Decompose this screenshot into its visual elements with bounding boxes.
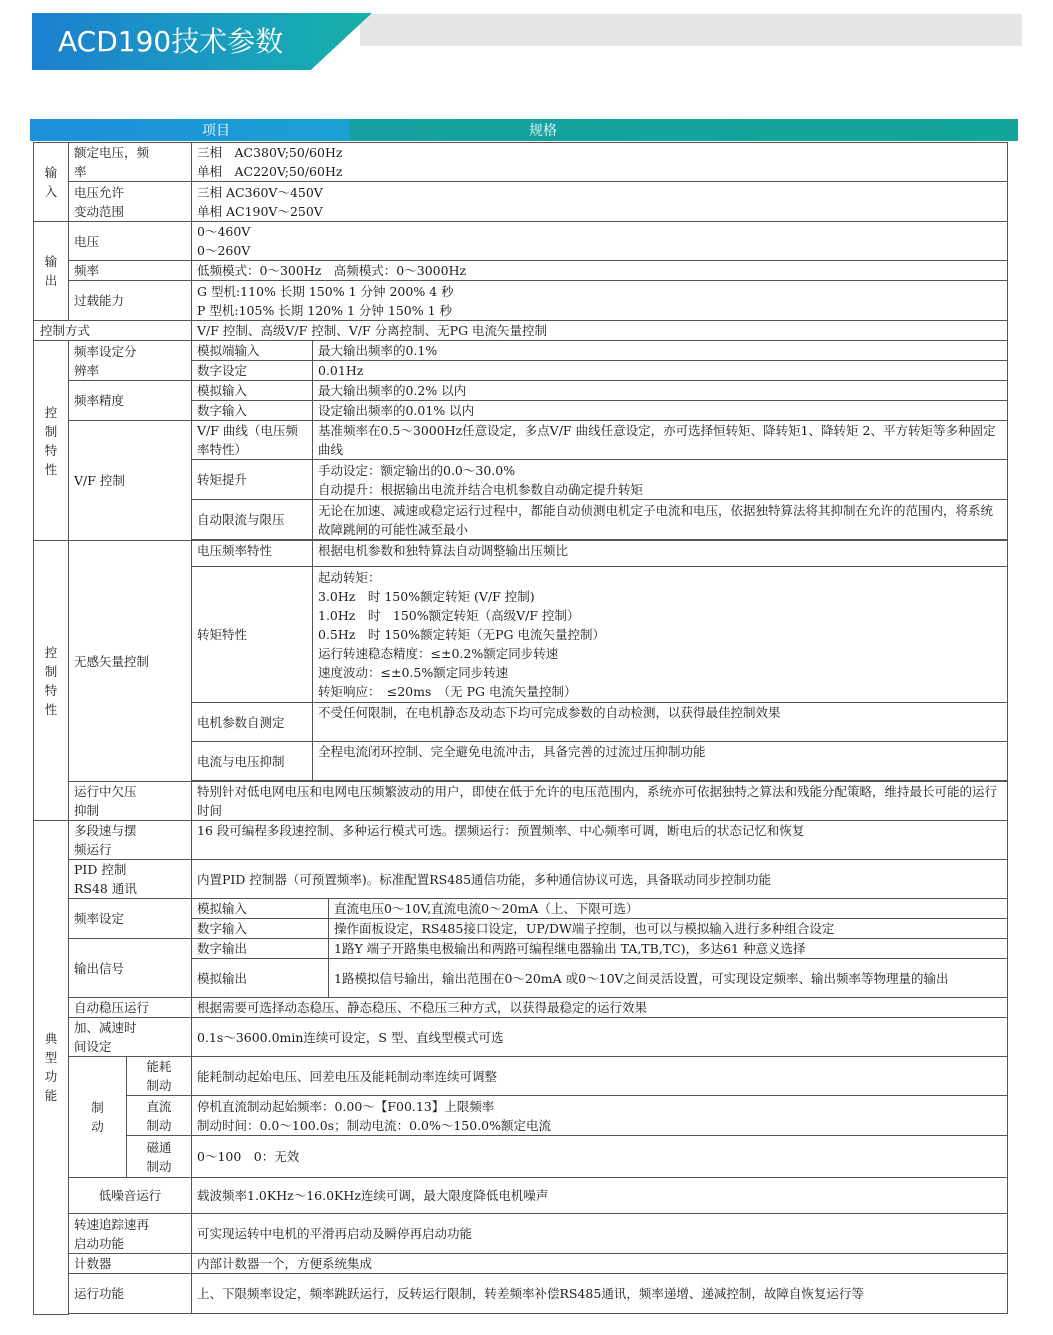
freq-setting-digital-value: 操作面板设定，RS485接口设定，UP/DW端子控制，也可以与模拟输入进行多种组合设定 <box>329 919 1008 939</box>
dc-braking-label: 直流制动 <box>127 1096 192 1136</box>
speed-tracking-label: 转速追踪速再启动功能 <box>69 1214 192 1254</box>
acc-dec-label: 加、减速时间设定 <box>69 1018 192 1057</box>
input-rated-voltage-label: 额定电压，频率 <box>69 143 192 182</box>
input-voltage-range-value: 三相 AC360V～450V 单相 AC190V～250V <box>192 182 1008 222</box>
spec-table <box>33 142 1008 1315</box>
vf-characteristic-value: 根据电机参数和独特算法自动调整输出压频比 <box>313 541 1008 567</box>
sensorless-vector-label: 无感矢量控制 <box>69 541 192 782</box>
analog-output-value: 1路模拟信号输出，输出范围在0～20mA 或0～10V之间灵活设置，可实现设定频率、输出频率等物理量的输出 <box>329 959 1008 998</box>
input-rated-voltage-value: 三相 AC380V;50/60Hz 单相 AC220V;50/60Hz <box>192 143 1008 182</box>
output-frequency-value: 低频模式：0～300Hz 高频模式：0～3000Hz <box>192 261 1008 281</box>
output-frequency-label: 频率 <box>69 261 192 281</box>
control-mode-value: V/F 控制、高级V/F 控制、V/F 分离控制、无PG 电流矢量控制 <box>192 321 1008 341</box>
output-voltage-label: 电压 <box>69 222 192 261</box>
category-control-2: 控制特性 <box>34 541 69 821</box>
page-title: ACD190技术参数 <box>58 25 284 58</box>
header-bar-background <box>360 14 1022 46</box>
freq-resolution-analog-value: 最大输出频率的0.1% <box>313 341 1008 361</box>
auto-limit-value: 无论在加速、减速或稳定运行过程中，都能自动侦测电机定子电流和电压，依据独特算法将其抑制在允许的范围内，将系统故障跳闸的可能性减至最小 <box>313 500 1008 540</box>
low-noise-label: 低噪音运行 <box>69 1178 192 1214</box>
table-header-item: 项目 <box>202 123 230 139</box>
freq-accuracy-analog-value: 最大输出频率的0.2% 以内 <box>313 381 1008 401</box>
vf-characteristic-label: 电压频率特性 <box>192 541 313 567</box>
freq-accuracy-analog-label: 模拟输入 <box>192 381 313 401</box>
flux-braking-label: 磁通制动 <box>127 1136 192 1178</box>
freq-accuracy-label: 频率精度 <box>69 381 192 421</box>
category-typical-functions: 典型功能 <box>34 821 69 1315</box>
freq-resolution-label: 频率设定分辨率 <box>69 341 192 381</box>
counter-label: 计数器 <box>69 1254 192 1274</box>
torque-boost-value: 手动设定：额定输出的0.0～30.0% 自动提升：根据输出电流并结合电机参数自动确定提升转矩 <box>313 460 1008 500</box>
freq-setting-digital-label: 数字输入 <box>192 919 329 939</box>
table-header-item-bg <box>30 119 350 141</box>
braking-label: 制动 <box>69 1057 127 1178</box>
category-control-1: 控制特性 <box>34 341 69 541</box>
run-functions-label: 运行功能 <box>69 1274 192 1314</box>
input-voltage-range-label: 电压允许变动范围 <box>69 182 192 222</box>
flux-braking-value: 0～100 0：无效 <box>192 1136 1008 1178</box>
torque-characteristic-label: 转矩特性 <box>192 567 313 703</box>
category-output: 输出 <box>34 222 69 321</box>
freq-resolution-analog-label: 模拟端输入 <box>192 341 313 361</box>
table-header-spec: 规格 <box>529 123 557 139</box>
control-mode-label: 控制方式 <box>34 321 192 341</box>
motor-autotune-value: 不受任何限制，在电机静态及动态下均可完成参数的自动检测，以获得最佳控制效果 <box>313 703 1008 742</box>
vf-curve-label: V/F 曲线（电压频率特性） <box>192 421 313 460</box>
pid-rs485-value: 内置PID 控制器（可预置频率)。标准配置RS485通信功能，多种通信协议可选，具备联动同步控制功能 <box>192 860 1008 899</box>
output-overload-label: 过载能力 <box>69 281 192 321</box>
energy-braking-label: 能耗制动 <box>127 1057 192 1096</box>
auto-limit-label: 自动限流与限压 <box>192 500 313 540</box>
suppression-label: 电流与电压抑制 <box>192 742 313 781</box>
avr-label: 自动稳压运行 <box>69 998 192 1018</box>
output-voltage-value: 0～460V 0～260V <box>192 222 1008 261</box>
counter-value: 内部计数器一个，方便系统集成 <box>192 1254 1008 1274</box>
multispeed-label: 多段速与摆频运行 <box>69 821 192 860</box>
analog-output-label: 模拟输出 <box>192 959 329 998</box>
freq-setting-analog-value: 直流电压0～10V,直流电流0～20mA（上、下限可选） <box>329 899 1008 919</box>
digital-output-label: 数字输出 <box>192 939 329 959</box>
energy-braking-value: 能耗制动起始电压、回差电压及能耗制动率连续可调整 <box>192 1057 1008 1096</box>
category-input: 输入 <box>34 143 69 222</box>
digital-output-value: 1路Y 端子开路集电极输出和两路可编程继电器输出 TA,TB,TC)，多达61 种意义选择 <box>329 939 1008 959</box>
suppression-value: 全程电流闭环控制、完全避免电流冲击，具备完善的过流过压抑制功能 <box>313 742 1008 781</box>
acc-dec-value: 0.1s～3600.0min连续可设定，S 型、直线型模式可选 <box>192 1018 1008 1057</box>
freq-accuracy-digital-value: 设定输出频率的0.01% 以内 <box>313 401 1008 421</box>
torque-boost-label: 转矩提升 <box>192 460 313 500</box>
torque-characteristic-value: 起动转矩： 3.0Hz 时 150%额定转矩 (V/F 控制) 1.0Hz 时 150%额定转矩（高级V/F 控制） 0.5Hz 时 150%额定转矩（无PG 电流矢量控制） 运行转速稳态精度：≤±0.2%额定同步转速 速度波动：≤±0.5%额定同步转速 转矩响应： ≤20ms （无 PG 电流矢量控制） <box>313 567 1008 703</box>
undervoltage-value: 特别针对低电网电压和电网电压频繁波动的用户，即使在低于允许的电压范围内，系统亦可依据独特之算法和残能分配策略，维持最长可能的运行时间 <box>192 782 1008 821</box>
freq-resolution-digital-value: 0.01Hz <box>313 361 1008 381</box>
multispeed-value: 16 段可编程多段速控制、多种运行模式可选。摆频运行：预置频率、中心频率可调，断电后的状态记忆和恢复 <box>192 821 1008 860</box>
freq-setting-analog-label: 模拟输入 <box>192 899 329 919</box>
dc-braking-value: 停机直流制动起始频率：0.00～【F00.13】上限频率 制动时间：0.0～100.0s；制动电流：0.0%～150.0%额定电流 <box>192 1096 1008 1136</box>
output-overload-value: G 型机:110% 长期 150% 1 分钟 200% 4 秒 P 型机:105% 长期 120% 1 分钟 150% 1 秒 <box>192 281 1008 321</box>
freq-resolution-digital-label: 数字设定 <box>192 361 313 381</box>
vf-curve-value: 基准频率在0.5～3000Hz任意设定，多点V/F 曲线任意设定，亦可选择恒转矩、降转矩1、降转矩 2、平方转矩等多种固定曲线 <box>313 421 1008 460</box>
avr-value: 根据需要可选择动态稳压、静态稳压、不稳压三种方式，以获得最稳定的运行效果 <box>192 998 1008 1018</box>
speed-tracking-value: 可实现运转中电机的平滑再启动及瞬停再启动功能 <box>192 1214 1008 1254</box>
pid-rs485-label: PID 控制 RS48 通讯 <box>69 860 192 899</box>
vf-control-label: V/F 控制 <box>69 421 192 541</box>
low-noise-value: 载波频率1.0KHz～16.0KHz连续可调，最大限度降低电机噪声 <box>192 1178 1008 1214</box>
output-signal-label: 输出信号 <box>69 939 192 998</box>
motor-autotune-label: 电机参数自测定 <box>192 703 313 742</box>
run-functions-value: 上、下限频率设定，频率跳跃运行，反转运行限制，转差频率补偿RS485通讯，频率递增、递减控制，故障自恢复运行等 <box>192 1274 1008 1314</box>
undervoltage-label: 运行中欠压抑制 <box>69 782 192 821</box>
freq-accuracy-digital-label: 数字输入 <box>192 401 313 421</box>
table-header-spec-bg <box>350 119 1018 141</box>
freq-setting-label: 频率设定 <box>69 899 192 939</box>
